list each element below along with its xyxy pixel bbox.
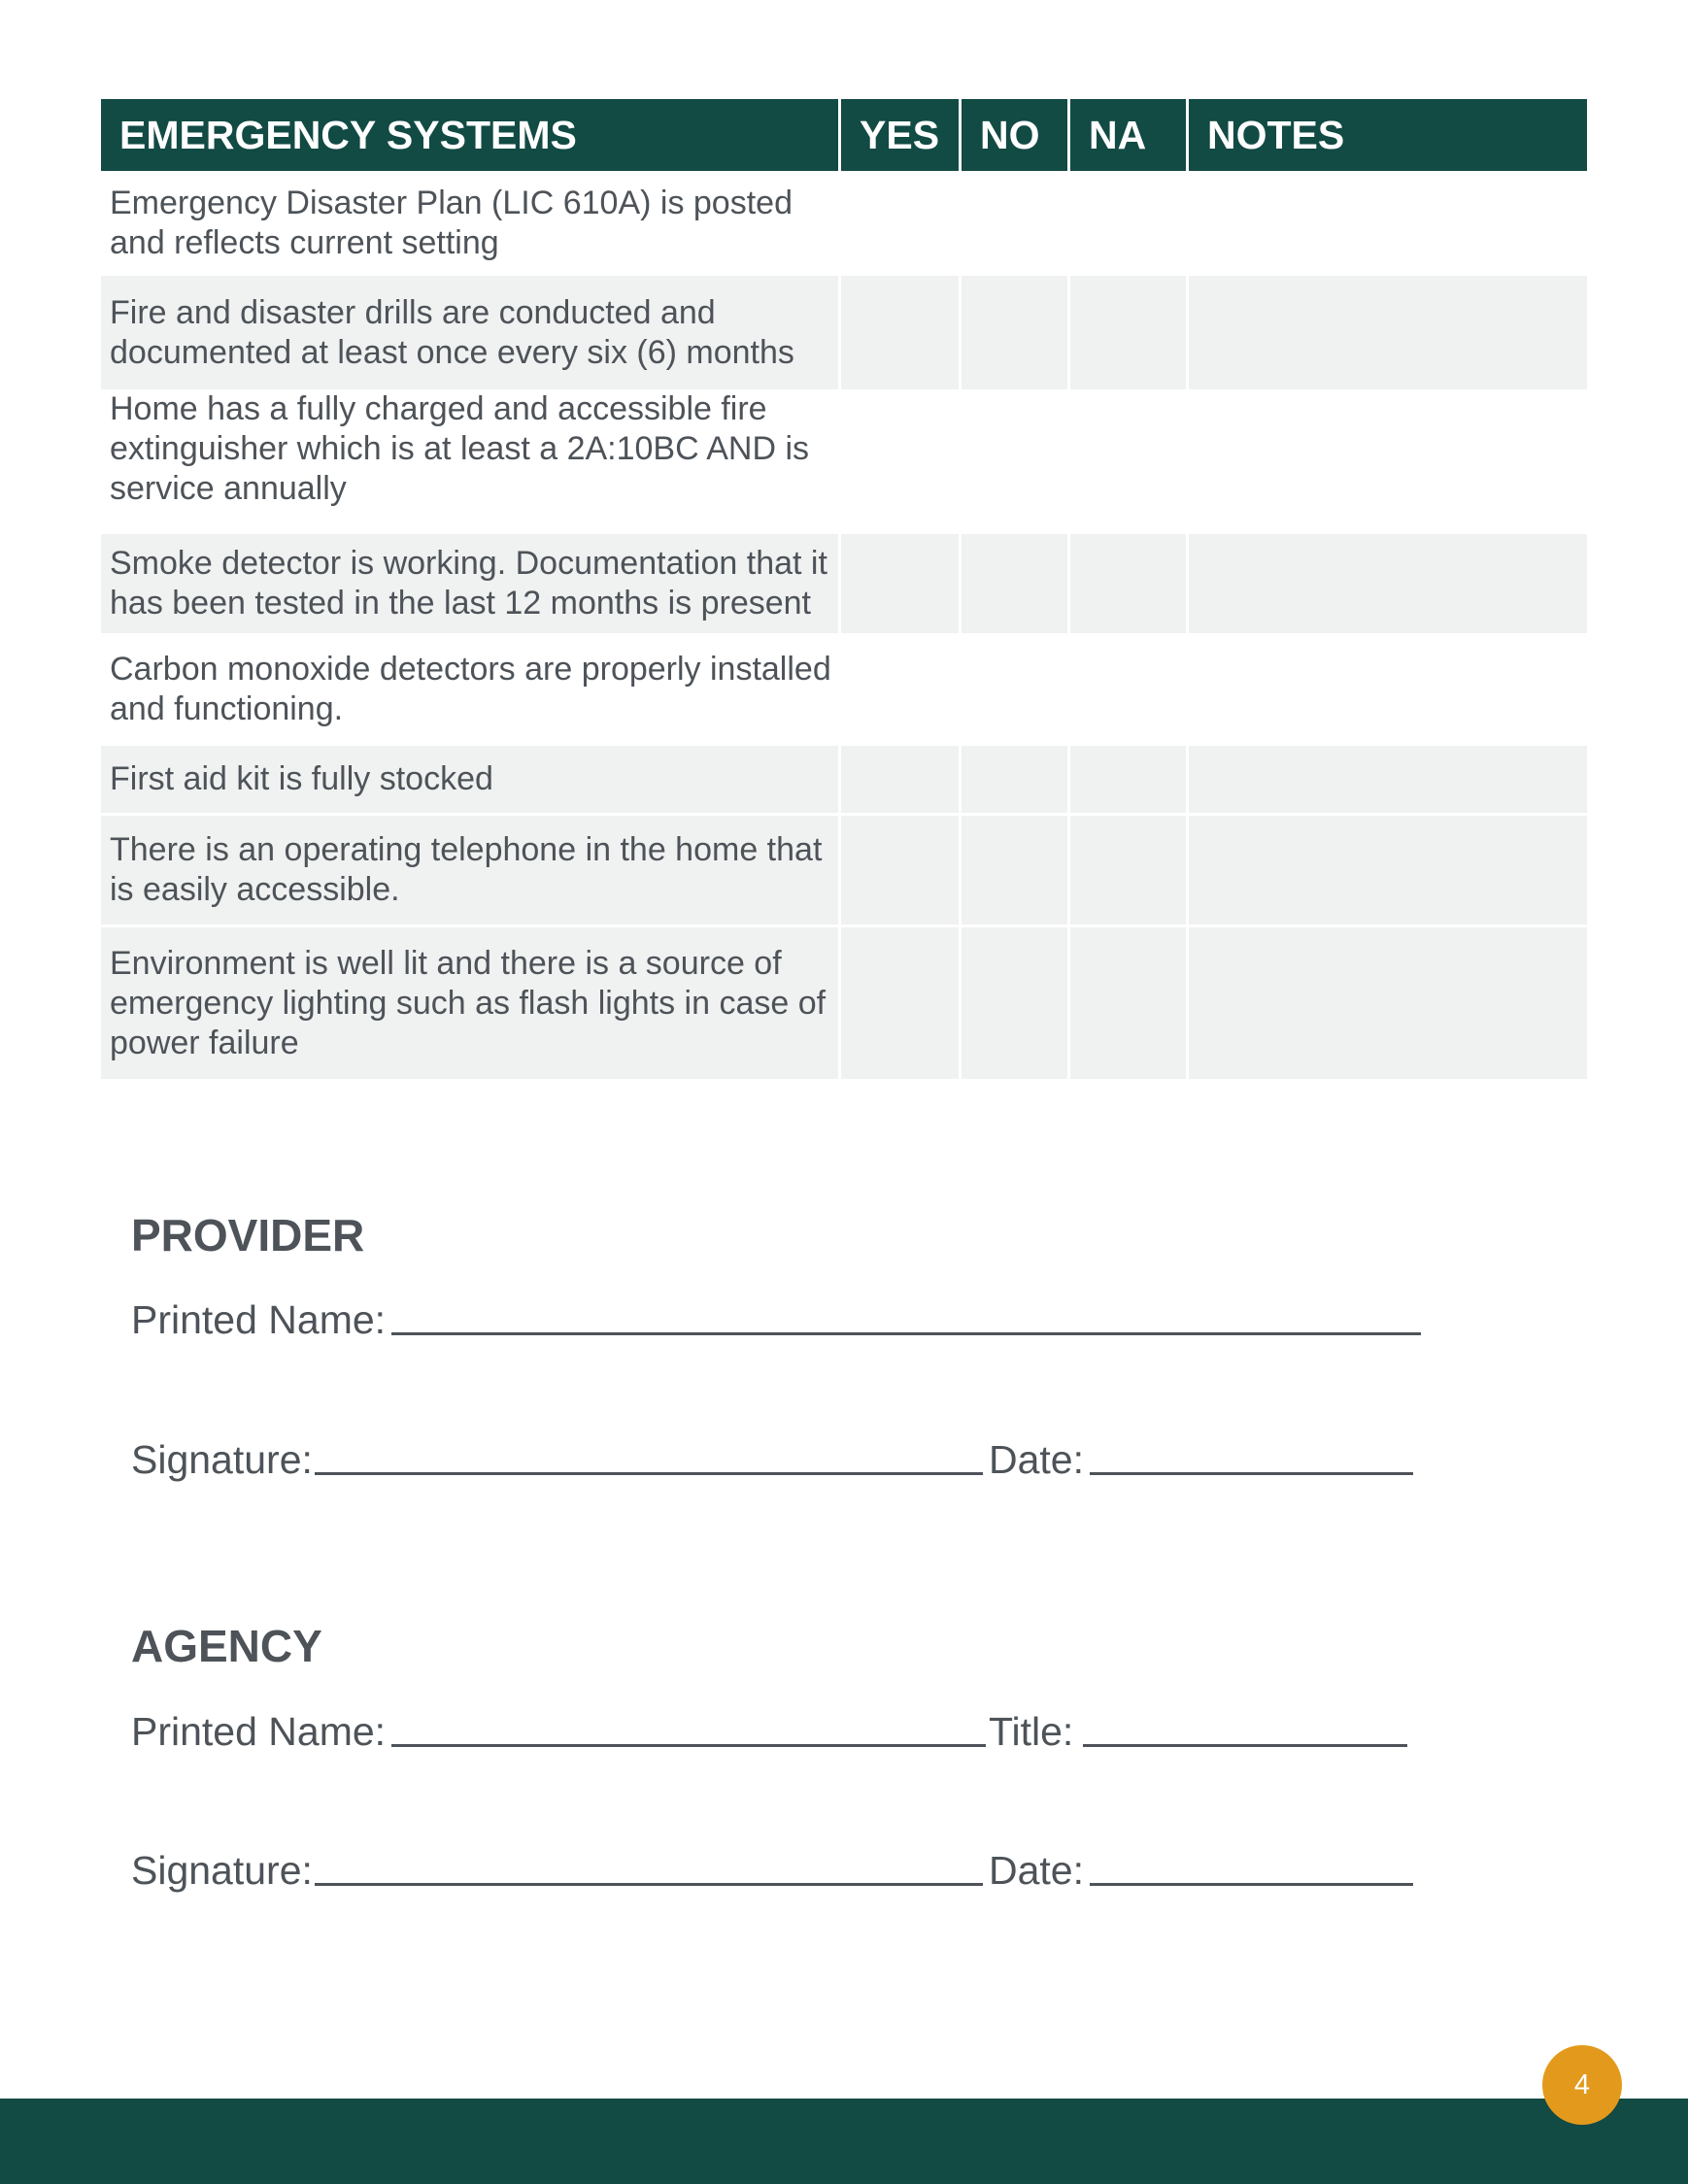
yes-cell[interactable] [841,389,959,534]
footer-bar [0,2099,1688,2184]
no-cell[interactable] [962,534,1067,633]
agency-signature-field [131,1848,983,1894]
agency-section-title: AGENCY [131,1621,322,1671]
yes-cell[interactable] [841,816,959,927]
na-cell[interactable] [1070,816,1186,927]
provider-signature-line[interactable] [315,1471,983,1475]
yes-cell[interactable] [841,534,959,633]
header-yes: YES [841,99,959,171]
yes-cell[interactable] [841,746,959,816]
no-cell[interactable] [962,276,1067,389]
emergency-systems-table [101,99,1587,1079]
no-cell[interactable] [962,816,1067,927]
provider-section-title: PROVIDER [131,1210,365,1260]
agency-title-line[interactable] [1083,1743,1407,1747]
na-cell[interactable] [1070,927,1186,1079]
yes-cell[interactable] [841,276,959,389]
notes-cell[interactable] [1189,171,1587,276]
na-cell[interactable] [1070,171,1186,276]
agency-date-line[interactable] [1090,1882,1413,1886]
yes-cell[interactable] [841,927,959,1079]
notes-cell[interactable] [1189,276,1587,389]
header-category: EMERGENCY SYSTEMS [101,99,838,171]
agency-signature-label: Signature: [131,1848,313,1893]
agency-title-label: Title: [989,1709,1074,1754]
no-cell[interactable] [962,171,1067,276]
notes-cell[interactable] [1189,816,1587,927]
provider-signature-label: Signature: [131,1437,313,1482]
provider-printed-name-label: Printed Name: [131,1297,387,1342]
na-cell[interactable] [1070,746,1186,816]
no-cell[interactable] [962,927,1067,1079]
provider-date-line[interactable] [1090,1471,1413,1475]
provider-date-label: Date: [989,1437,1084,1482]
item-text: Emergency Disaster Plan (LIC 610A) is posted and reflects current setting [110,185,793,261]
item-text: Environment is well lit and there is a source of emergency lighting such as flash lights in case of power failure [101,927,838,1079]
agency-title-field [989,1709,1407,1755]
notes-cell[interactable] [1189,389,1587,534]
no-cell[interactable] [962,389,1067,534]
provider-printed-name-line[interactable] [391,1331,1421,1335]
header-na: NA [1070,99,1186,171]
item-text: Home has a fully charged and accessible fire extinguisher which is at least a 2A:10BC AND is service annually [110,390,810,507]
no-cell[interactable] [962,633,1067,746]
agency-date-field [989,1848,1413,1894]
item-text: There is an operating telephone in the home that is easily accessible. [101,816,838,927]
na-cell[interactable] [1070,633,1186,746]
yes-cell[interactable] [841,633,959,746]
agency-printed-name-label: Printed Name: [131,1709,387,1754]
na-cell[interactable] [1070,276,1186,389]
provider-signature-field [131,1437,983,1483]
na-cell[interactable] [1070,534,1186,633]
agency-date-label: Date: [989,1848,1084,1893]
item-text: Smoke detector is working. Documentation that it has been tested in the last 12 months is present [101,534,838,633]
no-cell[interactable] [962,746,1067,816]
agency-printed-name-field [131,1709,986,1755]
item-text: First aid kit is fully stocked [101,746,838,816]
header-notes: NOTES [1189,99,1587,171]
item-text: Carbon monoxide detectors are properly installed and functioning. [110,651,831,727]
yes-cell[interactable] [841,171,959,276]
notes-cell[interactable] [1189,633,1587,746]
provider-printed-name-field [131,1297,1421,1343]
na-cell[interactable] [1070,389,1186,534]
page-number-badge: 4 [1542,2045,1622,2125]
item-text: Fire and disaster drills are conducted and documented at least once every six (6) months [101,276,838,389]
header-no: NO [962,99,1067,171]
agency-signature-line[interactable] [315,1882,983,1886]
notes-cell[interactable] [1189,534,1587,633]
notes-cell[interactable] [1189,927,1587,1079]
notes-cell[interactable] [1189,746,1587,816]
agency-printed-name-line[interactable] [391,1743,986,1747]
provider-date-field [989,1437,1413,1483]
